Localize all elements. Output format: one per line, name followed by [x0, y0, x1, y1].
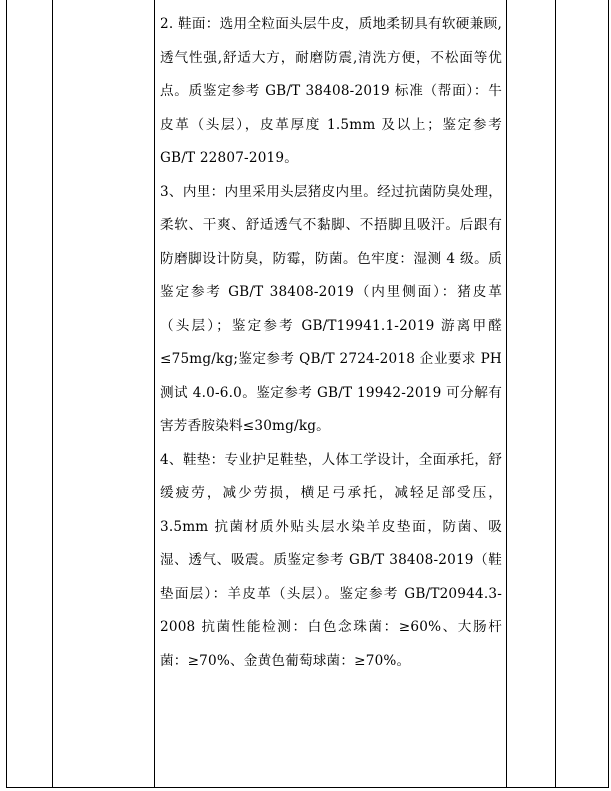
insole-paragraph: 4、鞋垫：专业护足鞋垫，人体工学设计，全面承托，舒缓疲劳，减少劳损，横足弓承托，减轻足部受压，3.5mm 抗菌材质外贴头层水染羊皮垫面，防菌、吸湿、透气、吸震。质鉴定参考 GB/T 38408-2019（鞋垫面层）：羊皮革（头层）。鉴定参考 GB/T20944.3-2008 抗菌性能检测：白色念珠菌：≥60%、大肠杆菌：≥70%、金黄色葡萄球菌：≥70%。 [160, 451, 502, 669]
spec-cell [160, 8, 502, 678]
table-border-right [608, 0, 609, 788]
column-divider [555, 0, 556, 788]
column-divider [52, 0, 53, 788]
column-divider [154, 0, 155, 788]
shoe-upper-paragraph: 2. 鞋面：选用全粒面头层牛皮，质地柔韧具有软硬兼顾,透气性强,舒适大方，耐磨防震,清洗方便，不松面等优点。质鉴定参考 GB/T 38408-2019 标准（帮面）：牛皮革（头层），皮革厚度 1.5mm 及以上；鉴定参考 GB/T 22807-2019。 [160, 16, 502, 166]
table-border-bottom [6, 787, 609, 788]
lining-paragraph: 3、内里：内里采用头层猪皮内里。经过抗菌防臭处理，柔软、干爽、舒适透气不黏脚、不捂脚且吸汗。后跟有防磨脚设计防臭，防霉，防菌。色牢度：湿测 4 级。质鉴定参考 GB/T 38408-2019（内里侧面）：猪皮革（头层）；鉴定参考 GB/T19941.1-2019 游离甲醛≤75mg/kg;鉴定参考 QB/T 2724-2018 企业要求 PH 测试 4.0-6.0。鉴定参考 GB/T 19942-2019 可分解有害芳香胺染料≤30mg/kg。 [160, 183, 502, 434]
column-divider [506, 0, 507, 788]
table-border-left [6, 0, 7, 788]
